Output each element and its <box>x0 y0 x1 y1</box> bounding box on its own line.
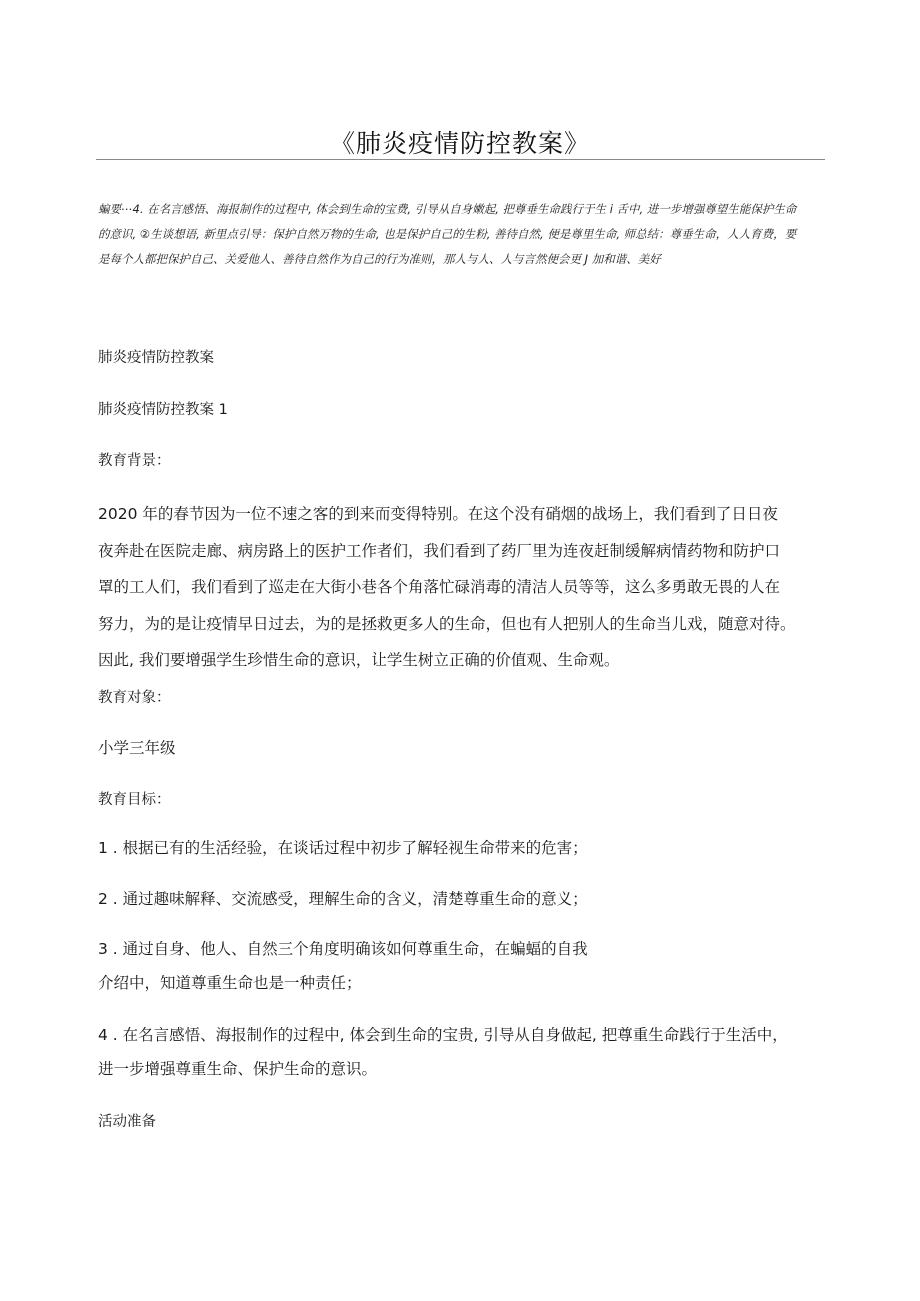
title-underline <box>96 159 825 160</box>
heading-sub: 肺炎疫情防控教案 1 <box>98 402 228 418</box>
audience-label: 教育对象： <box>98 690 171 706</box>
background-line: 因此, 我们要增强学生珍惜生命的意识，让学生树立正确的价值观、生命观。 <box>98 651 620 669</box>
goal-item-1: 1 . 根据已有的生活经验，在谈话过程中初步了解轻视生命带来的危害； <box>98 839 588 857</box>
background-line: 夜奔赴在医院走廊、病房路上的医护工作者们，我们看到了药厂里为连夜赶制缓解病情药物和防护口 <box>98 541 781 560</box>
goal-item-2: 2 . 通过趣味解释、交流感受，理解生命的含义，清楚尊重生命的意义； <box>98 890 588 908</box>
background-line: 努力，为的是让疫情早日过去，为的是拯救更多人的生命，但也有人把别人的生命当儿戏，随意对待。 <box>98 614 796 633</box>
goal-item-3-line-2: 介绍中，知道尊重生命也是一种责任； <box>98 974 362 992</box>
abstract-line: 的意识, ②生谈想语, 新里点引导：保护自然万物的生命, 也是保护自己的生粉, 善待自然, 便是尊里生命, 师总结：尊垂生命，人人育费，要 <box>98 227 797 241</box>
background-line: 罩的工人们，我们看到了巡走在大街小巷各个角落忙碌消毒的清洁人员等等，这么多勇敢无畏的人在 <box>98 578 781 596</box>
background-label: 教育背景： <box>98 453 171 469</box>
abstract <box>98 197 826 272</box>
goal-item-3-line-1: 3 . 通过自身、他人、自然三个角度明确该如何尊重生命，在蝙蝠的自我 <box>98 940 588 958</box>
goal-item-4-line-1: 4 . 在名言感悟、海报制作的过程中, 体会到生命的宝贵, 引导从自身做起, 把尊重生命践行于生活中， <box>98 1026 788 1044</box>
abstract-line: 是每个人都把保护自己、关爱他人、善待自然作为自己的行为准则，那人与人、人与言然便会更 J 加和谐、美好 <box>98 252 661 266</box>
background-line: 2020 年的春节因为一位不速之客的到来而变得特别。在这个没有硝烟的战场上，我们看到了日日夜 <box>98 505 778 523</box>
abstract-line: 蝙要⋯4. 在名言感悟、海报制作的过程中, 体会到生命的宝费, 引导从自身嫩起, 把尊垂生命践行于生 i 舌中, 进一步增强尊望生能保护生命 <box>98 202 797 216</box>
prep-label: 活动准备 <box>98 1114 156 1130</box>
heading-main: 肺炎疫情防控教案 <box>98 350 214 366</box>
audience-value: 小学三年级 <box>98 739 176 757</box>
goals-label: 教育目标： <box>98 792 171 808</box>
goal-item-4-line-2: 进一步增强尊重生命、保护生命的意识。 <box>98 1060 378 1078</box>
background-paragraph <box>98 496 833 679</box>
document-title: 《肺炎疫情防控教案》 <box>329 129 590 158</box>
